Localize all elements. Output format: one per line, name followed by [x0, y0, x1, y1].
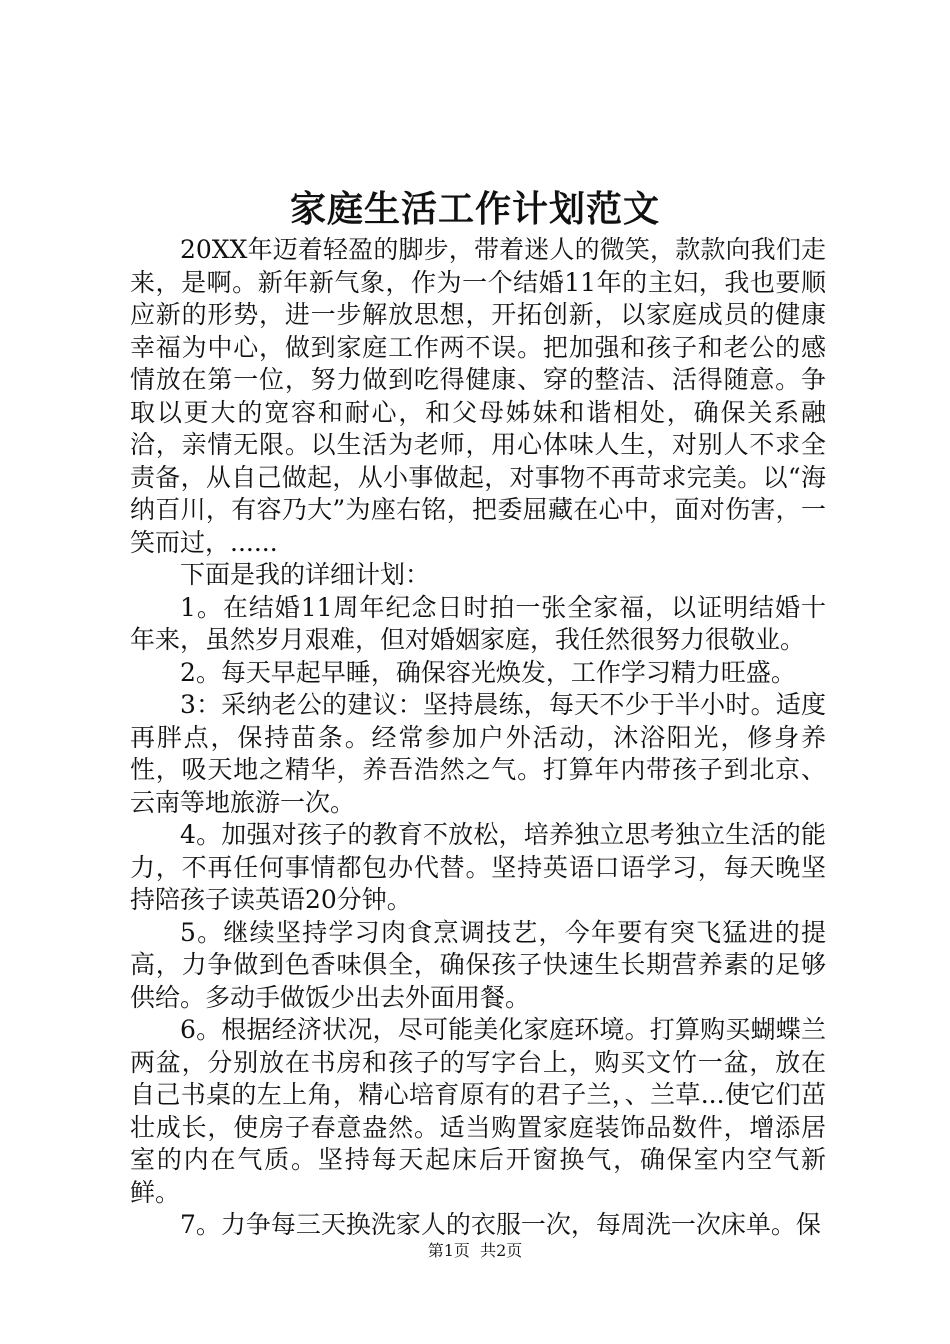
paragraph-item-2: 2。每天早起早睡，确保容光焕发，工作学习精力旺盛。 [180, 657, 796, 687]
document-body [130, 234, 826, 1242]
document-title: 家庭生活工作计划范文 [289, 188, 660, 230]
paragraph-item-5: 5。继续坚持学习肉食烹调技艺，今年要有突飞猛进的提高，力争做到色香味俱全，确保孩子快速生长期营养素的足够供给。多动手做饭少出去外面用餐。 [130, 917, 826, 1012]
paragraph-item-6: 6。根据经济状况，尽可能美化家庭环境。打算购买蝴蝶兰两盆，分别放在书房和孩子的写字台上，购买文竹一盆，放在自己书桌的左上角，精心培育原有的君子兰，、兰草...使它们茁壮成长，使房子春意盎然。适当购置家庭装饰品数件，增添居室的内在气质。坚持每天起床后开窗换气，确保室内空气新鲜。 [130, 1015, 826, 1207]
paragraph-item-1: 1。在结婚11周年纪念日时拍一张全家福，以证明结婚十年来，虽然岁月艰难，但对婚姻家庭，我任然很努力很敬业。 [130, 592, 826, 654]
paragraph-item-3: 3：采纳老公的建议：坚持晨练，每天不少于半小时。适度再胖点，保持苗条。经常参加户外活动，沐浴阳光，修身养性，吸天地之精华，养吾浩然之气。打算年内带孩子到北京、云南等地旅游一次。 [130, 690, 826, 817]
page-total: 共2页 [480, 1241, 523, 1260]
paragraph-item-4: 4。加强对孩子的教育不放松，培养独立思考独立生活的能力，不再任何事情都包办代替。坚持英语口语学习，每天晚坚持陪孩子读英语20分钟。 [130, 820, 826, 914]
paragraph-plan-heading: 下面是我的详细计划： [180, 560, 431, 589]
paragraph-item-7: 7。力争每三天换洗家人的衣服一次，每周洗一次床单。保 [180, 1210, 821, 1239]
page-number: 第1页 [427, 1241, 470, 1260]
paragraph-intro: 20XX年迈着轻盈的脚步，带着迷人的微笑，款款向我们走来，是啊。新年新气象，作为一个结婚11年的主妇，我也要顺应新的形势，进一步解放思想，开拓创新，以家庭成员的健康幸福为中心，做到家庭工作两不误。把加强和孩子和老公的感情放在第一位，努力做到吃得健康、穿的整洁、活得随意。争取以更大的宽容和耐心，和父母姊妹和谐相处，确保关系融洽，亲情无限。以生活为老师，用心体味人生，对别人不求全责备，从自己做起，从小事做起，对事物不再苛求完美。以“海纳百川，有容乃大”为座右铭，把委屈藏在心中，面对伤害，一笑而过，...... [130, 235, 826, 557]
page-footer [0, 1240, 950, 1262]
